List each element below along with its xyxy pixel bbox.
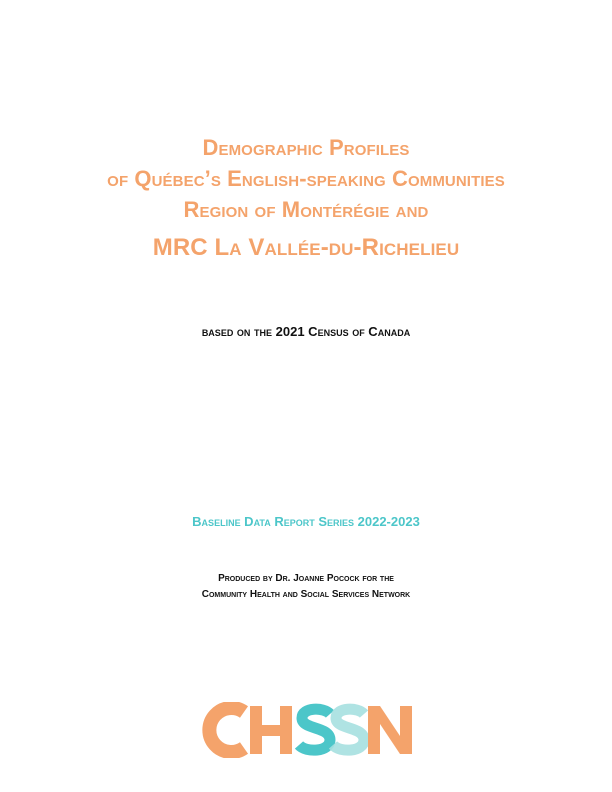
report-title <box>0 132 612 263</box>
logo-letter-c <box>209 708 244 752</box>
title-line-2: of Québec’s English-speaking Communities <box>107 166 505 191</box>
produced-by-credit <box>0 571 612 603</box>
chssn-logo <box>198 702 414 758</box>
logo-letter-h <box>250 706 292 754</box>
logo-letter-s-2 <box>333 709 364 750</box>
report-subtitle: based on the 2021 Census of Canada <box>201 324 411 339</box>
produced-line-1: Produced by Dr. Joanne Pocock for the <box>218 573 394 584</box>
produced-line-2: Community Health and Social Services Network <box>201 589 411 600</box>
title-line-1: Demographic Profiles <box>202 135 410 160</box>
title-line-3: Region of Montérégie and <box>183 197 429 222</box>
title-line-4: MRC La Vallée-du-Richelieu <box>152 234 460 261</box>
logo-letter-s-1 <box>299 709 330 750</box>
logo-letter-n <box>368 706 412 754</box>
report-series: Baseline Data Report Series 2022-2023 <box>192 514 420 529</box>
